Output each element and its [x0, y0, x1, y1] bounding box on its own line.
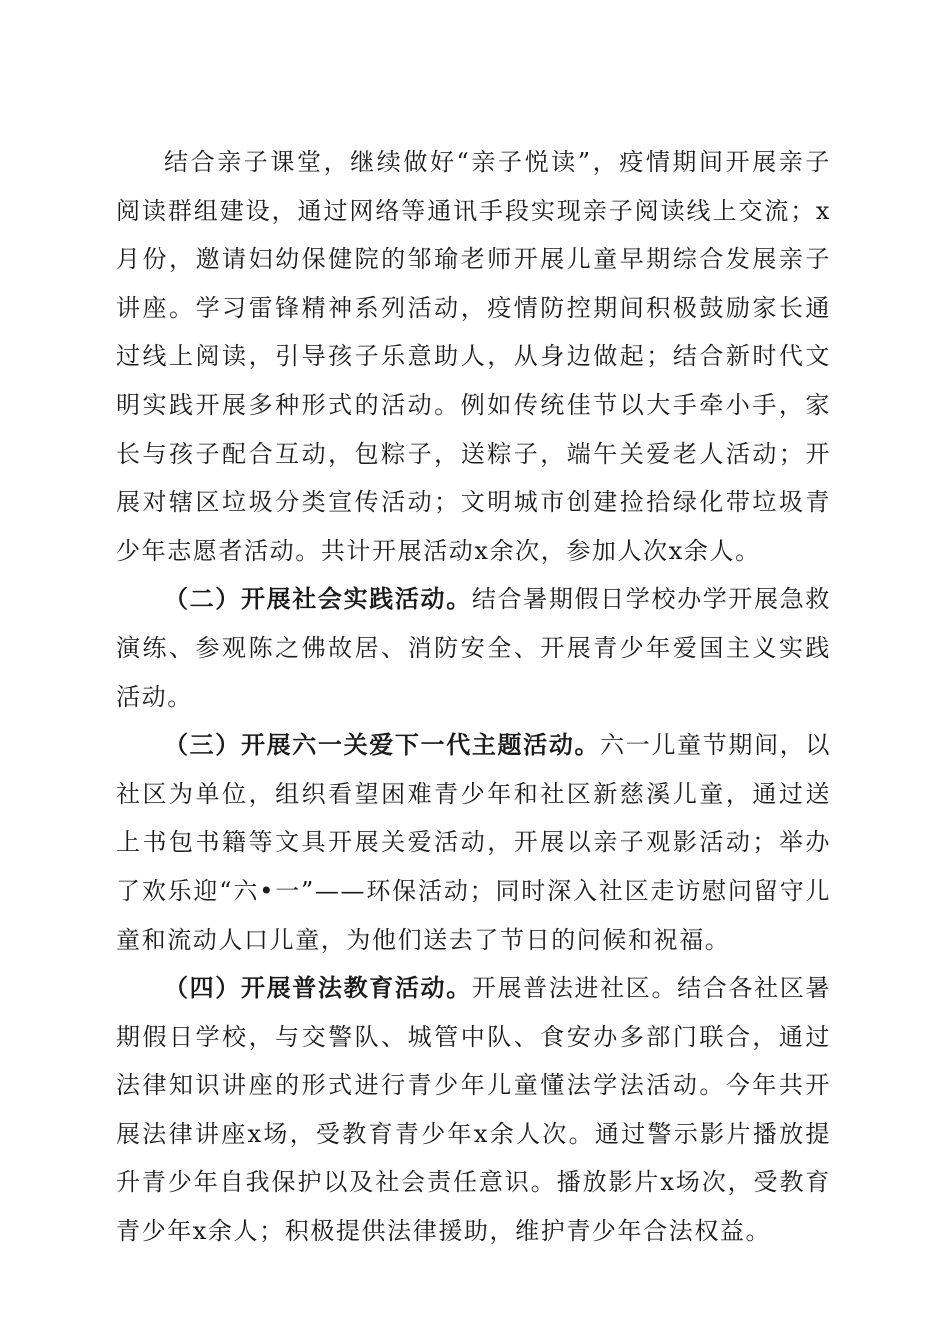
paragraph-social-practice [116, 575, 831, 721]
paragraph-heading: （三）开展六一关爱下一代主题活动。 [164, 731, 601, 760]
paragraph-parent-child-activities [116, 138, 831, 575]
paragraph-text: 结合亲子课堂，继续做好“亲子悦读”，疫情期间开展亲子阅读群组建设，通过网络等通讯手段实现亲子阅读线上交流；x月份，邀请妇幼保健院的邹瑜老师开展儿童早期综合发展亲子讲座。学习雷锋精神系列活动，疫情防控期间积极鼓励家长通过线上阅读，引导孩子乐意助人，从身边做起；结合新时代文明实践开展多种形式的活动。例如传统佳节以大手牵小手，家长与孩子配合互动，包粽子，送粽子，端午关爱老人活动；开展对辖区垃圾分类宣传活动；文明城市创建捡拾绿化带垃圾青少年志愿者活动。共计开展活动x余次，参加人次x余人。 [116, 148, 831, 565]
document-body [116, 138, 831, 1256]
paragraph-heading: （四）开展普法教育活动。 [164, 974, 472, 1003]
paragraph-text: 开展普法进社区。结合各社区暑期假日学校，与交警队、城管中队、食安办多部门联合，通过法律知识讲座的形式进行青少年儿童懂法学法活动。今年共开展法律讲座x场，受教育青少年x余人次。通过警示影片播放提升青少年自我保护以及社会责任意识。播放影片x场次，受教育青少年x余人；积极提供法律援助，维护青少年合法权益。 [116, 974, 831, 1246]
paragraph-childrens-day [116, 721, 831, 964]
paragraph-text: 结合暑期假日学校办学开展急救演练、参观陈之佛故居、消防安全、开展青少年爱国主义实践活动。 [116, 585, 831, 711]
paragraph-heading: （二）开展社会实践活动。 [164, 585, 472, 614]
paragraph-legal-education [116, 964, 831, 1256]
paragraph-text: 六一儿童节期间，以社区为单位，组织看望困难青少年和社区新慈溪儿童，通过送上书包书籍等文具开展关爱活动，开展以亲子观影活动；举办了欢乐迎“六•一”——环保活动；同时深入社区走访慰问留守儿童和流动人口儿童，为他们送去了节日的问候和祝福。 [116, 731, 832, 954]
